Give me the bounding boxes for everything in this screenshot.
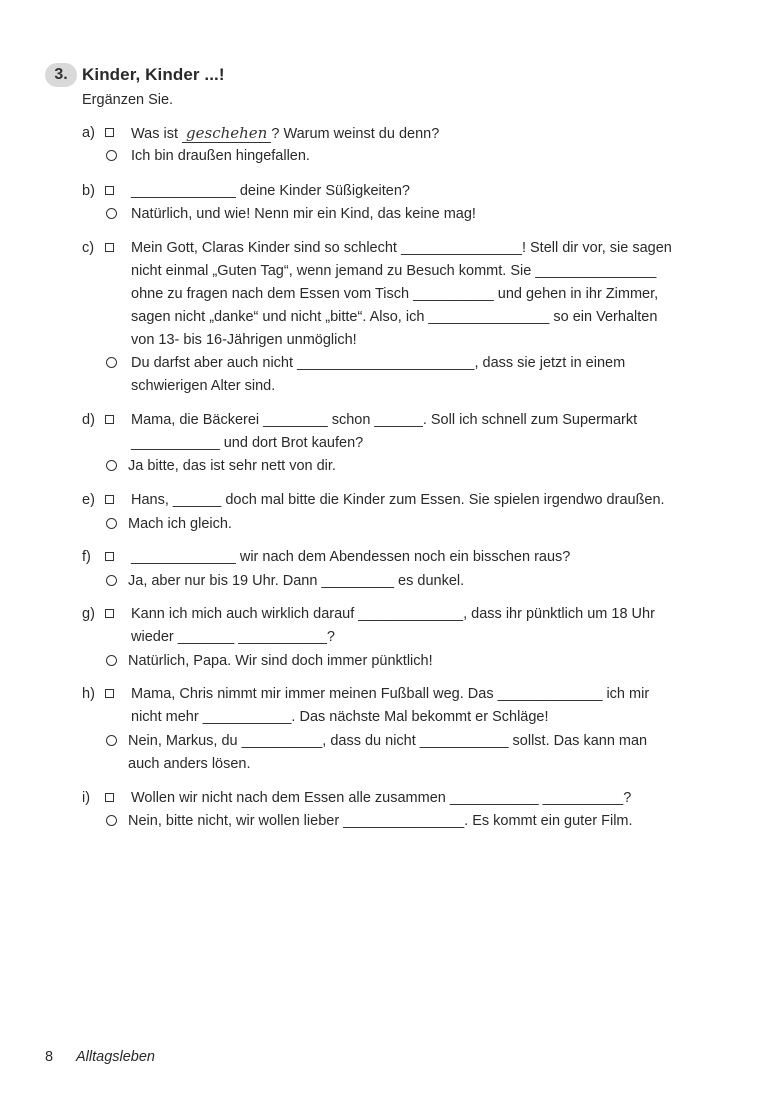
item-a-question-post: ? Warum weinst du denn? [271, 126, 440, 142]
speaker-circle-icon [106, 460, 117, 471]
speaker-square-icon [105, 415, 114, 424]
speaker-square-icon [105, 689, 114, 698]
speaker-square-icon [105, 243, 114, 252]
item-label-g: g) [82, 606, 95, 622]
item-label-a: a) [82, 125, 95, 141]
item-label-d: d) [82, 412, 95, 428]
section-title: Alltagsleben [76, 1049, 155, 1065]
speaker-circle-icon [106, 575, 117, 586]
item-label-h: h) [82, 686, 95, 702]
item-e-question: Hans, ______ doch mal bitte die Kinder zum Essen. Sie spielen irgendwo draußen. [131, 492, 665, 508]
item-label-f: f) [82, 549, 91, 565]
speaker-circle-icon [106, 518, 117, 529]
item-d-question-line-2: ___________ und dort Brot kaufen? [131, 435, 364, 451]
item-f-response: Ja, aber nur bis 19 Uhr. Dann _________ es dunkel. [128, 573, 465, 589]
speaker-square-icon [105, 186, 114, 195]
item-label-e: e) [82, 492, 95, 508]
item-a-question-pre: Was ist [131, 126, 183, 142]
speaker-square-icon [105, 609, 114, 618]
item-g-question-line-2: wieder _______ ___________? [131, 629, 335, 645]
item-h-question-line-2: nicht mehr ___________. Das nächste Mal bekommt er Schläge! [131, 709, 549, 725]
item-h-response-line-1: Nein, Markus, du __________, dass du nicht ___________ sollst. Das kann man [128, 733, 648, 749]
item-h-question-line-1: Mama, Chris nimmt mir immer meinen Fußball weg. Das _____________ ich mir [131, 686, 650, 702]
speaker-circle-icon [106, 815, 117, 826]
speaker-square-icon [105, 128, 114, 137]
item-c-question-line-3: ohne zu fragen nach dem Essen vom Tisch __________ und gehen in ihr Zimmer, [131, 286, 659, 302]
exercise-title: Kinder, Kinder ...! [82, 65, 225, 84]
exercise-instruction: Ergänzen Sie. [82, 92, 174, 108]
item-f-question: _____________ wir nach dem Abendessen noch ein bisschen raus? [131, 549, 571, 565]
exercise-number-badge: 3. [45, 63, 77, 87]
item-a-question [131, 123, 439, 144]
item-c-response-line-1: Du darfst aber auch nicht ______________________, dass sie jetzt in einem [131, 355, 626, 371]
speaker-circle-icon [106, 150, 117, 161]
speaker-circle-icon [106, 655, 117, 666]
item-d-question-line-1: Mama, die Bäckerei ________ schon ______. Soll ich schnell zum Supermarkt [131, 412, 638, 428]
item-g-response: Natürlich, Papa. Wir sind doch immer pünktlich! [128, 653, 433, 669]
item-a-example-answer: geschehen [182, 124, 271, 143]
speaker-circle-icon [106, 735, 117, 746]
speaker-circle-icon [106, 208, 117, 219]
item-g-question-line-1: Kann ich mich auch wirklich darauf _____________, dass ihr pünktlich um 18 Uhr [131, 606, 655, 622]
page-number: 8 [45, 1049, 54, 1065]
item-c-question-line-1: Mein Gott, Claras Kinder sind so schlecht _______________! Stell dir vor, sie sagen [131, 240, 672, 256]
item-c-question-line-5: von 13- bis 16-Jährigen unmöglich! [131, 332, 357, 348]
item-label-b: b) [82, 183, 95, 199]
speaker-square-icon [105, 552, 114, 561]
item-c-question-line-2: nicht einmal „Guten Tag“, wenn jemand zu Besuch kommt. Sie _______________ [131, 263, 657, 279]
item-c-response-line-2: schwierigen Alter sind. [131, 378, 276, 394]
speaker-circle-icon [106, 357, 117, 368]
item-a-response: Ich bin draußen hingefallen. [131, 148, 310, 164]
item-e-response: Mach ich gleich. [128, 516, 232, 532]
item-i-question: Wollen wir nicht nach dem Essen alle zusammen ___________ __________? [131, 790, 632, 806]
item-d-response: Ja bitte, das ist sehr nett von dir. [128, 458, 336, 474]
item-b-question: _____________ deine Kinder Süßigkeiten? [131, 183, 410, 199]
item-label-c: c) [82, 240, 95, 256]
item-c-question-line-4: sagen nicht „danke“ und nicht „bitte“. Also, ich _______________ so ein Verhalten [131, 309, 658, 325]
speaker-square-icon [105, 793, 114, 802]
item-i-response: Nein, bitte nicht, wir wollen lieber _______________. Es kommt ein guter Film. [128, 813, 633, 829]
item-label-i: i) [82, 790, 91, 806]
item-h-response-line-2: auch anders lösen. [128, 756, 251, 772]
item-b-response: Natürlich, und wie! Nenn mir ein Kind, das keine mag! [131, 206, 476, 222]
speaker-square-icon [105, 495, 114, 504]
